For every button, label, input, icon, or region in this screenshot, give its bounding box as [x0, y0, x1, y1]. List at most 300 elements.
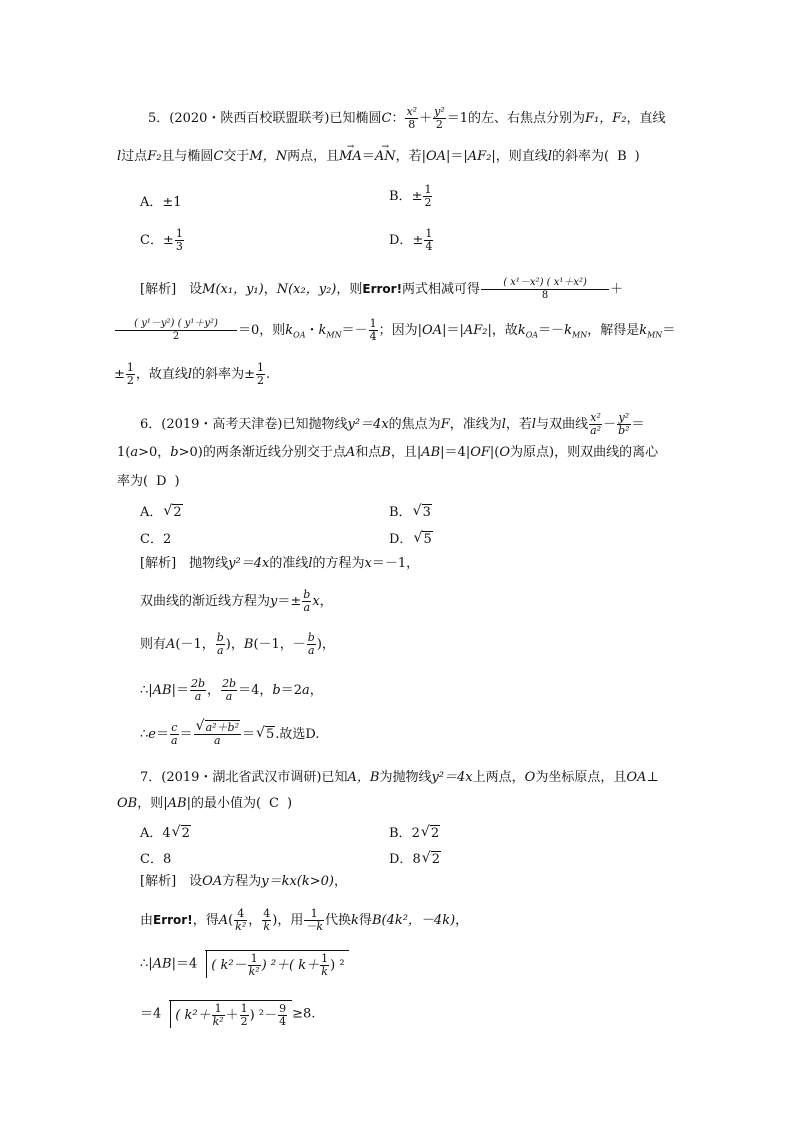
text: a	[216, 644, 224, 657]
text: C	[213, 149, 224, 164]
text: OA	[202, 874, 223, 889]
option-label: B．	[389, 505, 412, 520]
text: 1	[369, 317, 377, 330]
q5-option-c	[140, 228, 185, 253]
text: O	[499, 445, 511, 460]
text: 2	[257, 374, 264, 387]
q6-option-b	[389, 501, 432, 520]
text: ＝1的左、右焦点分别为	[446, 111, 586, 126]
fraction	[115, 318, 237, 343]
sqrt	[173, 826, 191, 841]
q7-option-b	[389, 822, 440, 841]
text: AB	[152, 683, 172, 698]
sqrt-radicand	[209, 950, 348, 978]
text: B	[381, 445, 391, 460]
q7-option-c	[140, 848, 171, 867]
q5-option-b	[389, 184, 433, 209]
text: ＝－	[341, 323, 368, 338]
text: )，	[316, 637, 335, 652]
text: 1	[424, 183, 432, 196]
text: C	[381, 111, 392, 126]
text: |＝|	[446, 149, 468, 164]
sqrt	[257, 726, 275, 744]
fraction	[278, 1003, 287, 1028]
text: (	[228, 913, 234, 928]
fraction	[221, 678, 237, 703]
answer: D	[156, 474, 167, 489]
text: l	[531, 417, 537, 432]
answer: C	[269, 796, 279, 811]
text: 4	[162, 826, 171, 841]
option-label: D．	[389, 532, 413, 547]
text: x²	[406, 105, 418, 118]
text: 2	[240, 1015, 248, 1028]
text: 两式相减可得	[402, 282, 481, 297]
text: a²＋b²	[205, 721, 239, 734]
text: 两点，且	[287, 149, 340, 164]
text: l	[547, 149, 552, 164]
text: A	[218, 913, 229, 928]
text: 方程为	[222, 874, 262, 889]
text: b	[272, 683, 281, 698]
text: 9	[279, 1002, 287, 1015]
text: .	[266, 367, 271, 382]
text: ±	[412, 233, 424, 248]
q6-stem-line2	[117, 444, 658, 462]
option-label: A．	[140, 195, 163, 210]
option-label: A．	[140, 826, 163, 841]
text: ＝4	[140, 1006, 162, 1022]
text: ，	[309, 683, 323, 698]
text: 5	[423, 532, 432, 547]
option-label: B．	[389, 826, 412, 841]
text: a	[171, 734, 178, 747]
option-label: B．	[389, 189, 412, 204]
sqrt	[422, 826, 440, 841]
text: 1	[212, 1003, 225, 1016]
text: AB	[152, 956, 172, 972]
text: ・	[305, 323, 319, 338]
text: ∴|	[140, 956, 153, 972]
option-label: C．	[140, 233, 163, 248]
text: 2b	[222, 677, 237, 690]
q6-option-d	[389, 528, 433, 547]
text: OF	[470, 445, 490, 460]
fraction	[423, 184, 432, 209]
text: l	[308, 556, 313, 571]
text: 2b	[191, 677, 206, 690]
text: 为原点)，则双曲线的离心	[510, 445, 659, 460]
text: OA	[422, 323, 443, 338]
text: OA	[626, 770, 647, 785]
fraction	[194, 722, 241, 747]
text: ＝	[662, 323, 676, 338]
text: [解析] 抛物线	[140, 556, 229, 571]
text: )，	[225, 637, 244, 652]
text: 由	[140, 913, 154, 928]
q5-stem-line1	[148, 106, 666, 131]
text: O	[524, 770, 536, 785]
text: F	[440, 417, 450, 432]
text: 则有	[140, 637, 167, 652]
text: ＝	[631, 417, 645, 432]
q6-option-c	[140, 528, 171, 547]
text: ＋	[610, 282, 624, 297]
q6-solution-line4	[140, 678, 323, 703]
text: 为坐标原点，且	[535, 770, 627, 785]
text: 代换	[325, 913, 352, 928]
text: a	[308, 644, 315, 657]
text: >0，	[138, 445, 171, 460]
fraction	[175, 228, 184, 253]
fraction	[424, 228, 433, 253]
text: l	[501, 417, 506, 432]
text: MN	[572, 330, 588, 340]
text: y²＝4x	[347, 417, 389, 432]
text: |＝4|	[440, 445, 471, 460]
text: k²	[212, 1015, 224, 1028]
text: ∴	[140, 727, 149, 742]
text: ≥8.	[292, 1006, 316, 1022]
text: ) ²＋( k＋	[261, 958, 320, 973]
text: 的斜率为±	[192, 367, 255, 382]
text: ( k²＋	[175, 1008, 211, 1023]
text: y	[270, 594, 278, 609]
text: F₁，F₂	[585, 111, 627, 126]
q5-option-d	[389, 228, 434, 253]
fraction	[262, 908, 271, 933]
q5-solution-line1	[140, 277, 623, 302]
text: 1	[425, 227, 433, 240]
text: (－1，	[175, 637, 215, 652]
text: k	[639, 323, 648, 338]
text: 2	[430, 826, 440, 841]
text: ，解得是	[587, 323, 640, 338]
text: 过点	[121, 149, 148, 164]
text: [解析] 设	[140, 282, 203, 297]
sqrt	[197, 950, 348, 978]
text: 3	[175, 240, 183, 253]
text: k	[564, 323, 572, 338]
q7-solution-line3	[140, 950, 349, 978]
q5-stem-line2	[117, 148, 640, 166]
text: 1	[248, 953, 261, 966]
text: ，且|	[390, 445, 422, 460]
text: 4	[425, 240, 433, 253]
text: 的焦点为	[388, 417, 441, 432]
text: k	[321, 965, 328, 978]
text: ⊥	[646, 770, 659, 785]
text: k	[285, 323, 294, 338]
text: b	[303, 588, 311, 601]
sqrt	[161, 1000, 292, 1028]
text: (－1，－	[253, 637, 306, 652]
text: 6．(2019・高考天津卷)已知抛物线	[140, 417, 348, 432]
text: ( y¹－y²) ( y¹＋y²)	[115, 318, 237, 331]
fraction	[248, 953, 261, 978]
option-label: D．	[389, 852, 413, 867]
text: ±	[162, 233, 174, 248]
q6-solution-line1	[140, 555, 419, 573]
text: ，则	[336, 282, 363, 297]
text: ) ²	[330, 958, 345, 973]
text: b	[307, 631, 315, 644]
q6-option-a	[140, 501, 183, 520]
text: 1	[175, 227, 183, 240]
text: x	[312, 594, 320, 609]
text: 2	[424, 196, 432, 209]
text: |＝	[171, 683, 189, 698]
text: ∴|	[140, 683, 153, 698]
text: y²＝4x	[228, 556, 270, 571]
text: 1	[240, 1002, 248, 1015]
q7-option-d	[389, 848, 441, 867]
text: k	[263, 920, 271, 933]
text: x²	[590, 411, 601, 424]
fraction	[234, 908, 247, 933]
text: B	[243, 637, 254, 652]
text: ＝0，则	[238, 323, 286, 338]
text: 4	[279, 1015, 287, 1028]
text: ( k²－	[211, 958, 247, 973]
fraction-numerator	[194, 722, 241, 735]
text: ＝±	[277, 594, 302, 609]
fraction	[216, 632, 225, 657]
fraction	[170, 722, 179, 747]
text: ±	[411, 189, 423, 204]
text: 3	[422, 505, 431, 520]
text: ，若	[505, 417, 532, 432]
text: ；因为|	[378, 323, 423, 338]
text: 双曲线的渐近线方程为	[140, 594, 271, 609]
text: ＝－1，	[371, 556, 420, 571]
sqrt-radicand	[173, 1000, 292, 1028]
text: 率为(	[117, 474, 149, 489]
text: y²	[618, 411, 630, 424]
text: b²	[618, 424, 630, 437]
text: ＝	[155, 727, 169, 742]
text: OB	[117, 796, 138, 811]
text: >0)的两条渐近线分别交于点	[178, 445, 346, 460]
text: k	[318, 323, 327, 338]
text: 上两点，	[472, 770, 525, 785]
text: 4	[234, 908, 247, 921]
q6-solution-line2	[140, 589, 333, 614]
text: 的斜率为(	[551, 149, 610, 164]
fraction	[256, 362, 265, 387]
fraction	[307, 632, 316, 657]
sqrt	[164, 505, 182, 520]
q7-solution-line2	[140, 908, 468, 933]
text: a	[302, 683, 310, 698]
fraction	[212, 1003, 225, 1028]
vector: → MA	[339, 148, 362, 166]
text: )，用	[272, 913, 304, 928]
text: 1	[321, 952, 329, 965]
text: AB	[421, 445, 441, 460]
error-text: Error!	[153, 913, 193, 927]
text: 2	[431, 852, 440, 867]
text: 的准线	[269, 556, 309, 571]
fraction	[589, 412, 602, 437]
q6-solution-line5	[140, 722, 320, 747]
text: ＝	[242, 727, 256, 742]
text: 2	[411, 826, 420, 841]
text: |(	[489, 445, 500, 460]
text: M，N	[249, 149, 288, 164]
option-label: A．	[140, 505, 163, 520]
text: A，B	[347, 770, 380, 785]
text: ＝－	[538, 323, 565, 338]
text: y²	[434, 105, 445, 118]
fraction	[240, 1003, 249, 1028]
text: ，	[333, 874, 347, 889]
text: a	[303, 601, 311, 614]
text: F₂	[147, 149, 162, 164]
option-value: ±1	[162, 195, 182, 210]
text: b	[170, 445, 179, 460]
fraction	[617, 412, 630, 437]
text: 2	[173, 505, 182, 520]
text: A	[345, 445, 356, 460]
text: －	[603, 417, 617, 432]
text: |＝|	[442, 323, 464, 338]
error-text: Error!	[362, 282, 403, 296]
text: ＋	[225, 1008, 239, 1023]
fraction	[190, 678, 206, 703]
text: ，	[248, 913, 262, 928]
text: 1	[257, 361, 264, 374]
text: a²	[590, 424, 602, 437]
text: y²＝4x	[431, 770, 473, 785]
text: N(x₂，y₂)	[276, 282, 337, 297]
text: |＝4	[171, 956, 198, 972]
text: l	[187, 367, 193, 382]
q6-stem-line3	[117, 473, 180, 491]
text: M(x₁，y₁)	[202, 282, 264, 297]
text: e	[148, 727, 156, 742]
text: ，	[455, 913, 469, 928]
text: 5．(2020・陕西百校联盟联考)已知椭圆	[148, 111, 382, 126]
text: 交于	[223, 149, 250, 164]
text: ＝4，	[238, 683, 273, 698]
q7-stem-line1	[140, 769, 659, 787]
option-label: C．	[140, 532, 163, 547]
text: ，直线	[626, 111, 666, 126]
text: OA	[425, 149, 447, 164]
text: ，得	[192, 913, 219, 928]
q7-solution-line1	[140, 873, 347, 891]
text: 为抛物线	[379, 770, 432, 785]
fraction	[302, 589, 311, 614]
text: ＋	[419, 111, 433, 126]
text: [解析] 设	[140, 874, 203, 889]
text: 和点	[355, 445, 382, 460]
fraction	[481, 277, 609, 302]
text: ：	[391, 111, 405, 126]
text: 的方程为	[312, 556, 365, 571]
text: MN	[647, 330, 663, 340]
text: 1	[126, 361, 134, 374]
text: 2	[181, 826, 190, 841]
option-value: 8	[162, 852, 172, 867]
text: 8	[541, 290, 549, 301]
q5-solution-line2	[114, 318, 675, 345]
text: ，准线为	[449, 417, 502, 432]
text: )	[634, 149, 640, 164]
text: 2	[172, 331, 180, 342]
text: 1	[304, 908, 324, 921]
text: 5	[266, 727, 275, 742]
text: ＝2	[280, 683, 302, 698]
sqrt	[414, 532, 432, 547]
text: ，若|	[395, 149, 426, 164]
text: ，	[319, 594, 333, 609]
text: a	[214, 734, 221, 747]
sqrt	[414, 505, 432, 520]
text: 4	[369, 330, 377, 343]
text: 8	[412, 852, 421, 867]
text: a	[130, 445, 139, 460]
text: 2	[126, 374, 134, 387]
text: 8	[408, 118, 416, 131]
text: k	[517, 323, 526, 338]
text: 7．(2019・湖北省武汉市调研)已知	[140, 770, 348, 785]
fraction	[405, 106, 418, 131]
sqrt	[423, 852, 441, 867]
text: ＝	[179, 727, 193, 742]
q7-stem-line2	[117, 795, 292, 813]
answer: B	[617, 149, 627, 164]
text: )	[174, 474, 180, 489]
sqrt	[197, 722, 240, 734]
text: A	[166, 637, 176, 652]
q5-option-a	[140, 191, 182, 210]
text: k	[351, 913, 359, 928]
text: |的最小值为(	[186, 796, 262, 811]
text: b	[216, 631, 224, 644]
text: 得	[358, 913, 372, 928]
fraction	[320, 953, 329, 978]
text: 2	[435, 118, 443, 131]
fraction	[126, 362, 135, 387]
fraction	[304, 908, 324, 933]
text: OA	[293, 330, 306, 340]
fraction	[433, 106, 446, 131]
text: ) ²－	[249, 1008, 278, 1023]
text: x	[364, 556, 372, 571]
text: AF₂	[467, 149, 492, 164]
text: k²	[235, 920, 247, 933]
text: a	[194, 690, 202, 703]
text: 1(	[117, 445, 131, 460]
q6-stem-line1	[140, 412, 645, 437]
text: k²	[248, 965, 260, 978]
text: MN	[326, 330, 342, 340]
text: ＝	[361, 149, 375, 164]
q5-solution-line3	[114, 362, 270, 387]
text: ( x¹－x²) ( x¹＋x²)	[481, 277, 609, 290]
text: OA	[525, 330, 539, 340]
text: ，则|	[137, 796, 168, 811]
option-label: C．	[140, 852, 163, 867]
text: 4	[263, 907, 271, 920]
text: a	[225, 690, 233, 703]
text: y＝kx(k>0)	[261, 874, 334, 889]
option-value: 2	[162, 532, 172, 547]
text: 与双曲线	[536, 417, 589, 432]
q7-solution-line4	[140, 1000, 315, 1028]
